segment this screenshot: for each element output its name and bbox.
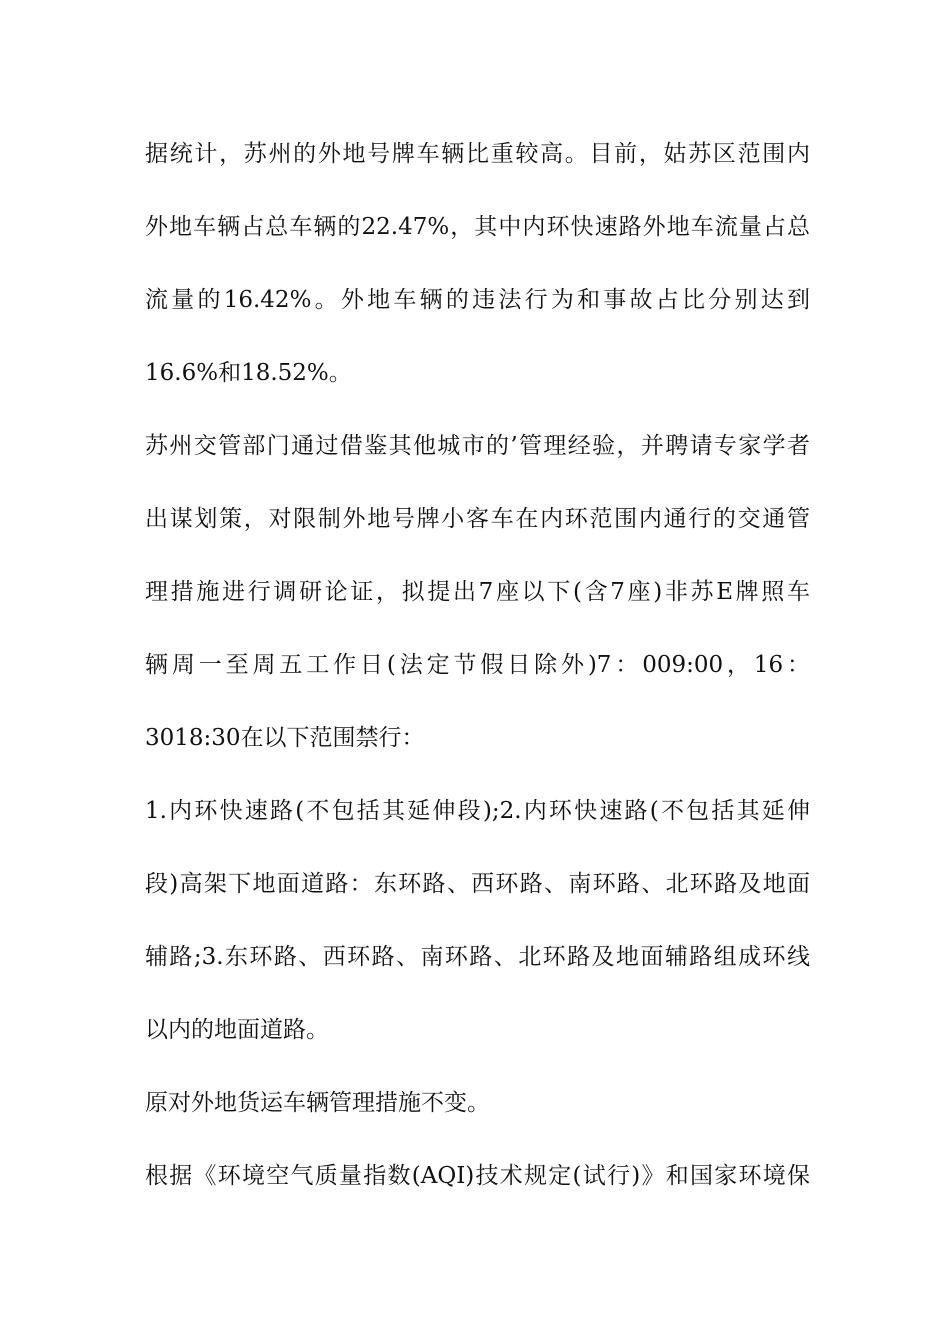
paragraph-2-line-1: 苏州交管部门通过借鉴其他城市的’管理经验，并聘请专家学者 <box>145 433 810 459</box>
paragraph-1-line-1: 据统计，苏州的外地号牌车辆比重较高。目前，姑苏区范围内 <box>145 141 810 167</box>
paragraph-5-line-1: 根据《环境空气质量指数(AQI)技术规定(试行)》和国家环境保 <box>145 1163 810 1189</box>
paragraph-2-line-5: 3018:30在以下范围禁行： <box>145 725 425 751</box>
paragraph-3-line-1: 1.内环快速路(不包括其延伸段);2.内环快速路(不包括其延伸 <box>145 798 810 824</box>
paragraph-1-line-4: 16.6%和18.52%。 <box>145 360 352 386</box>
paragraph-1-line-3: 流量的16.42%。外地车辆的违法行为和事故占比分别达到 <box>145 287 810 313</box>
paragraph-4-line-1: 原对外地货运车辆管理措施不变。 <box>145 1090 490 1116</box>
paragraph-3-line-2: 段)高架下地面道路：东环路、西环路、南环路、北环路及地面 <box>145 871 810 897</box>
paragraph-2-line-4: 辆周一至周五工作日(法定节假日除外)7：009:00，16： <box>145 652 810 678</box>
paragraph-1-line-2: 外地车辆占总车辆的22.47%，其中内环快速路外地车流量占总 <box>145 214 810 240</box>
paragraph-2-line-3: 理措施进行调研论证，拟提出7座以下(含7座)非苏E牌照车 <box>145 579 810 605</box>
paragraph-3-line-3: 辅路;3.东环路、西环路、南环路、北环路及地面辅路组成环线 <box>145 944 810 970</box>
paragraph-2-line-2: 出谋划策，对限制外地号牌小客车在内环范围内通行的交通管 <box>145 506 810 532</box>
paragraph-3-line-4: 以内的地面道路。 <box>145 1017 329 1043</box>
